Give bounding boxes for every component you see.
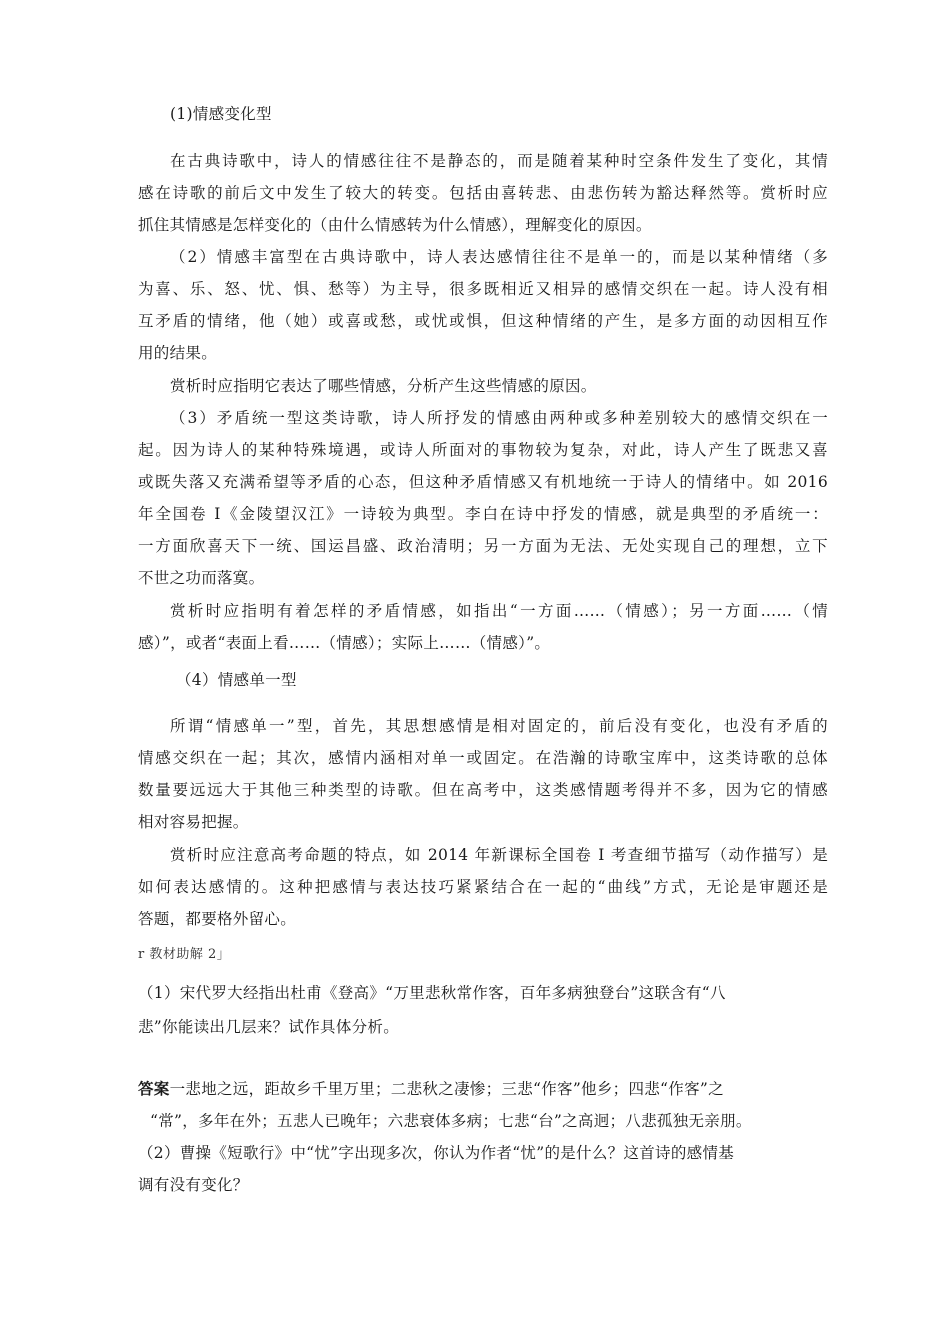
paragraph-line: 答题，都要格外留心。	[138, 910, 297, 928]
paragraph-line: 所谓“情感单一”型，首先，其思想感情是相对固定的，前后没有变化，也没有矛盾的	[170, 717, 828, 735]
answer-line	[138, 1079, 828, 1099]
question-line: （1）宋代罗大经指出杜甫《登高》“万里悲秋常作客，百年多病独登台”这联含有“八	[138, 984, 726, 1002]
paragraph-line: 赏析时应指明有着怎样的矛盾情感，如指出“一方面……（情感）；另一方面……（情	[170, 602, 828, 620]
paragraph-line: 感在诗歌的前后文中发生了较大的转变。包括由喜转悲、由悲伤转为豁达释然等。赏析时应	[138, 184, 828, 202]
paragraph-line: 赏析时应指明它表达了哪些情感，分析产生这些情感的原因。	[170, 377, 597, 395]
answer-line: “常”，多年在外；五悲人已晚年；六悲衰体多病；七悲“台”之高迥；八悲孤独无亲朋。	[150, 1112, 752, 1130]
paragraph-line: 或既失落又充满希望等矛盾的心态，但这种矛盾情感又有机地统一于诗人的情绪中。如 2016	[138, 473, 828, 491]
paragraph-line: （2）情感丰富型在古典诗歌中，诗人表达感情往往不是单一的，而是以某种情绪（多	[170, 248, 828, 266]
paragraph-line: 数量要远远大于其他三种类型的诗歌。但在高考中，这类感情题考得并不多，因为它的情感	[138, 781, 828, 799]
paragraph-line: 互矛盾的情绪，他（她）或喜或愁，或忧或惧，但这种情绪的产生，是多方面的动因相互作	[138, 312, 828, 330]
question-line: 悲”你能读出几层来？试作具体分析。	[138, 1018, 400, 1036]
paragraph-line: 相对容易把握。	[138, 813, 249, 831]
paragraph-line: （3）矛盾统一型这类诗歌，诗人所抒发的情感由两种或多种差别较大的感情交织在一	[170, 409, 828, 427]
paragraph-line: 情感交织在一起；其次，感情内涵相对单一或固定。在浩瀚的诗歌宝库中，这类诗歌的总体	[138, 749, 828, 767]
paragraph-line: 一方面欣喜天下一统、国运昌盛、政治清明；另一方面为无法、无处实现自己的理想，立下	[138, 537, 828, 555]
heading-single-emotion: （4）情感单一型	[176, 671, 297, 689]
heading-emotion-change: (1)情感变化型	[170, 105, 272, 123]
paragraph-line: 在古典诗歌中，诗人的情感往往不是静态的，而是随着某种时空条件发生了变化，其情	[170, 152, 828, 170]
question-line: （2）曹操《短歌行》中“忧”字出现多次，你认为作者“忧”的是什么？这首诗的感情基	[138, 1144, 735, 1162]
paragraph-line: 为喜、乐、怒、忧、惧、愁等）为主导，很多既相近又相异的感情交织在一起。诗人没有相	[138, 280, 828, 298]
paragraph-line: 赏析时应注意高考命题的特点，如 2014 年新课标全国卷 I 考查细节描写（动作描写）是	[170, 846, 828, 864]
paragraph-line: 用的结果。	[138, 344, 218, 362]
answer-text: 一悲地之远，距故乡千里万里；二悲秋之凄惨；三悲“作客”他乡；四悲“作客”之	[169, 1080, 724, 1098]
paragraph-line: 起。因为诗人的某种特殊境遇，或诗人所面对的事物较为复杂，对此，诗人产生了既悲又喜	[138, 441, 828, 459]
paragraph-line: 抓住其情感是怎样变化的（由什么情感转为什么情感），理解变化的原因。	[138, 216, 652, 234]
paragraph-line: 年全国卷 I《金陵望汉江》一诗较为典型。李白在诗中抒发的情感，就是典型的矛盾统一：	[138, 505, 828, 523]
paragraph-line: 感）”，或者“表面上看……（情感）；实际上……（情感）”。	[138, 634, 551, 652]
answer-label: 答案	[138, 1079, 170, 1098]
paragraph-line: 如何表达感情的。这种把感情与表达技巧紧紧结合在一起的“曲线”方式，无论是审题还是	[138, 878, 828, 896]
question-line: 调有没有变化？	[138, 1176, 249, 1194]
section-label: r 教材助解 2」	[138, 947, 231, 962]
paragraph-line: 不世之功而落寞。	[138, 569, 265, 587]
